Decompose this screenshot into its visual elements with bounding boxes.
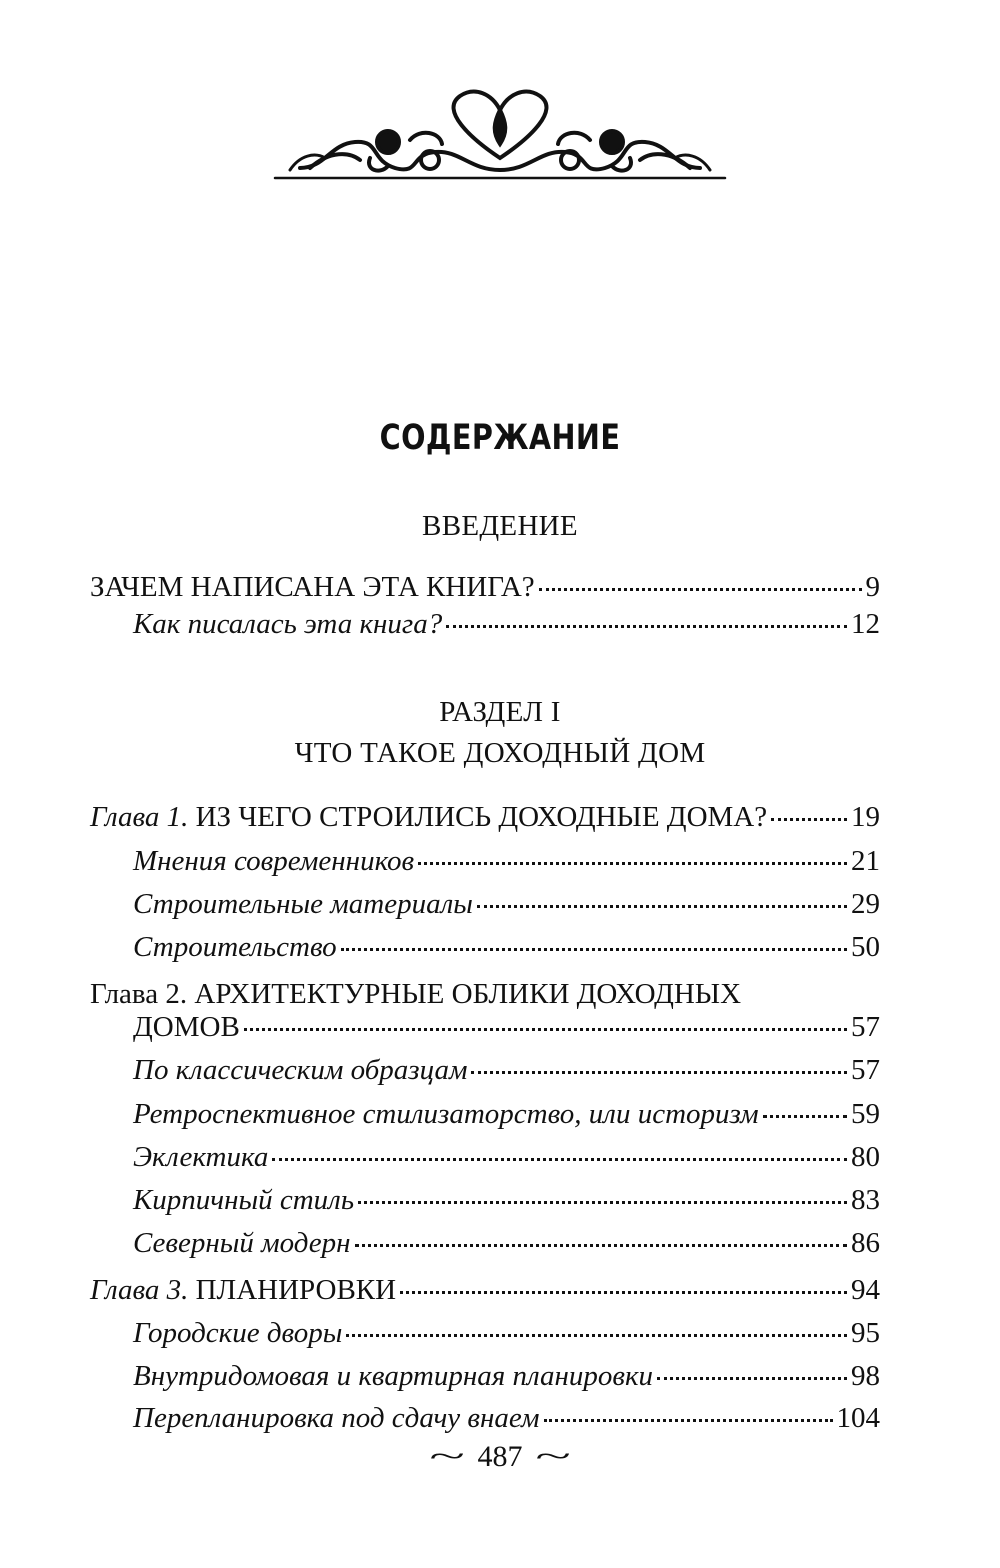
toc-entry-page: 86 xyxy=(851,1227,880,1259)
dot-leader xyxy=(244,1028,847,1031)
toc-entry-label: Ретроспективное стилизаторство, или историзм xyxy=(133,1098,759,1130)
toc-entry-page: 9 xyxy=(865,571,880,603)
dot-leader xyxy=(544,1419,833,1422)
toc-entry-page: 59 xyxy=(851,1098,880,1130)
toc-entry[interactable] xyxy=(133,933,880,962)
toc-entry-page: 83 xyxy=(851,1184,880,1216)
intro-heading: ВВЕДЕНИЕ xyxy=(422,510,578,542)
chapter-title: ИЗ ЧЕГО СТРОИЛИСЬ ДОХОДНЫЕ ДОМА? xyxy=(195,801,768,833)
toc-chapter-title-line[interactable] xyxy=(90,978,741,1011)
toc-entry[interactable] xyxy=(133,1362,880,1391)
dot-leader xyxy=(400,1291,847,1294)
toc-entry[interactable] xyxy=(133,1319,880,1348)
toc-entry-label: По классическим образцам xyxy=(133,1054,468,1086)
ornament-flourish-icon xyxy=(270,80,730,190)
toc-entry-page: 29 xyxy=(851,888,880,920)
toc-entry-page: 50 xyxy=(851,931,880,963)
toc-entry-page: 94 xyxy=(851,1274,880,1306)
toc-entry-page: 19 xyxy=(851,801,880,833)
tilde-ornament-icon: ~ xyxy=(429,1440,466,1473)
dot-leader xyxy=(272,1158,847,1161)
dot-leader xyxy=(446,625,847,628)
tilde-ornament-icon: ~ xyxy=(534,1440,571,1473)
toc-entry[interactable] xyxy=(133,610,880,639)
chapter-title: ПЛАНИРОВКИ xyxy=(195,1274,397,1306)
page-number: 487 xyxy=(477,1440,523,1473)
section-subheading: ЧТО ТАКОЕ ДОХОДНЫЙ ДОМ xyxy=(294,737,706,769)
toc-entry-label: Внутридомовая и квартирная планировки xyxy=(133,1360,654,1392)
toc-chapter-entry[interactable] xyxy=(90,803,880,832)
toc-entry-label: Перепланировка под сдачу внаем xyxy=(133,1402,540,1434)
toc-entry[interactable] xyxy=(133,1186,880,1215)
dot-leader xyxy=(418,862,847,865)
toc-entry-page: 95 xyxy=(851,1317,880,1349)
dot-leader xyxy=(358,1201,847,1204)
toc-entry-label: ЗАЧЕМ НАПИСАНА ЭТА КНИГА? xyxy=(90,571,535,603)
page-number-footer xyxy=(0,1440,1000,1474)
dot-leader xyxy=(355,1244,847,1247)
toc-entry-label: Как писалась эта книга? xyxy=(133,608,443,640)
toc-entry-page: 104 xyxy=(836,1402,880,1434)
dot-leader xyxy=(346,1334,847,1337)
toc-chapter-entry[interactable] xyxy=(133,1013,880,1042)
dot-leader xyxy=(341,948,847,951)
chapter-prefix: Глава 3. xyxy=(90,1274,189,1306)
toc-entry-page: 12 xyxy=(851,608,880,640)
chapter-title-continued: ДОМОВ xyxy=(133,1011,240,1043)
dot-leader xyxy=(763,1115,847,1118)
toc-entry-label: Эклектика xyxy=(133,1141,269,1173)
toc-entry-page: 57 xyxy=(851,1054,880,1086)
toc-entry-page: 80 xyxy=(851,1141,880,1173)
chapter-title: АРХИТЕКТУРНЫЕ ОБЛИКИ ДОХОДНЫХ xyxy=(194,978,742,1010)
toc-entry-page: 98 xyxy=(851,1360,880,1392)
toc-entry[interactable] xyxy=(133,847,880,876)
chapter-prefix: Глава 1. xyxy=(90,801,189,833)
dot-leader xyxy=(771,818,847,821)
toc-entry-label: Городские дворы xyxy=(133,1317,343,1349)
toc-entry[interactable] xyxy=(90,573,880,602)
toc-entry[interactable] xyxy=(133,1056,880,1085)
section-heading: РАЗДЕЛ I xyxy=(439,696,561,728)
dot-leader xyxy=(471,1071,847,1074)
chapter-prefix: Глава 2. xyxy=(90,978,188,1010)
toc-entry-page: 21 xyxy=(851,845,880,877)
toc-entry-label: Кирпичный стиль xyxy=(133,1184,355,1216)
toc-entry[interactable] xyxy=(133,1229,880,1258)
toc-entry-page: 57 xyxy=(851,1011,880,1043)
toc-entry[interactable] xyxy=(133,1100,880,1129)
toc-entry-label: Строительные материалы xyxy=(133,888,473,920)
toc-entry[interactable] xyxy=(133,1404,880,1433)
toc-entry-label: Мнения современников xyxy=(133,845,415,877)
dot-leader xyxy=(539,588,862,591)
page-title: СОДЕРЖАНИЕ xyxy=(379,418,621,458)
toc-entry-label: Строительство xyxy=(133,931,337,963)
dot-leader xyxy=(657,1377,847,1380)
dot-leader xyxy=(477,905,847,908)
toc-entry[interactable] xyxy=(133,890,880,919)
toc-entry[interactable] xyxy=(133,1143,880,1172)
toc-entry-label: Северный модерн xyxy=(133,1227,351,1259)
toc-chapter-entry[interactable] xyxy=(90,1276,880,1305)
